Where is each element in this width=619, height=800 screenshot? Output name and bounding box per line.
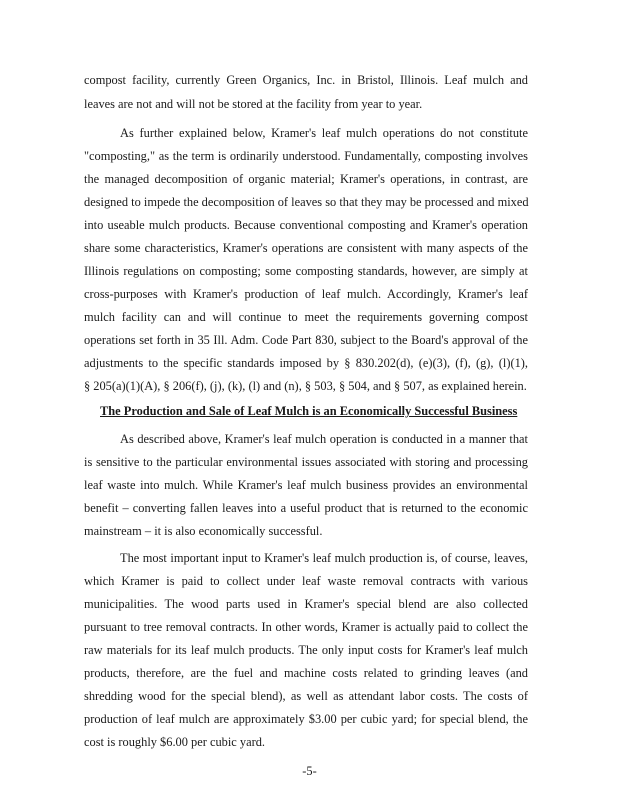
paragraph-2-line-12: § 205(a)(1)(A), § 206(f), (j), (k), (l) and (n), § 503, § 504, and § 507, as explained herein. [84, 379, 527, 393]
paragraph-4-line-1: The most important input to Kramer's leaf mulch production is, of course, leaves, [120, 551, 528, 565]
paragraph-3-line-5: mainstream – it is also economically successful. [84, 524, 323, 538]
paragraph-4-line-7: shredding wood for the special blend), as well as attendant labor costs. The costs of [84, 689, 528, 703]
paragraph-2-line-2: "composting," as the term is ordinarily understood. Fundamentally, composting involves [84, 149, 528, 163]
paragraph-4-line-5: raw materials for its leaf mulch products. The only input costs for Kramer's leaf mulch [84, 643, 528, 657]
paragraph-2-line-9: mulch facility can and will continue to meet the requirements governing compost [84, 310, 528, 324]
paragraph-2-line-1: As further explained below, Kramer's leaf mulch operations do not constitute [120, 126, 528, 140]
paragraph-3-line-1: As described above, Kramer's leaf mulch operation is conducted in a manner that [120, 432, 528, 446]
paragraph-2-line-4: designed to impede the decomposition of leaves so that they may be processed and mixed [84, 195, 529, 209]
paragraph-2-line-11: adjustments to the specific standards imposed by § 830.202(d), (e)(3), (f), (g), (l)(1), [84, 356, 528, 370]
paragraph-4-line-8: production of leaf mulch are approximately $3.00 per cubic yard; for special blend, the [84, 712, 528, 726]
paragraph-2-line-7: Illinois regulations on composting; some composting standards, however, are simply at [84, 264, 528, 278]
paragraph-3-line-4: benefit – converting fallen leaves into a useful product that is returned to the economic [84, 501, 528, 515]
paragraph-4-line-2: which Kramer is paid to collect under leaf waste removal contracts with various [84, 574, 528, 588]
paragraph-4-line-9: cost is roughly $6.00 per cubic yard. [84, 735, 266, 749]
section-heading: The Production and Sale of Leaf Mulch is an Economically Successful Business [100, 404, 518, 418]
paragraph-4-line-4: pursuant to tree removal contracts. In other words, Kramer is actually paid to collect the [84, 620, 528, 634]
paragraph-1-line-1: compost facility, currently Green Organics, Inc. in Bristol, Illinois. Leaf mulch and [84, 73, 528, 87]
paragraph-2-line-6: share some characteristics, Kramer's operations are consistent with many aspects of the [84, 241, 528, 255]
paragraph-2-line-5: into useable mulch products. Because conventional composting and Kramer's operation [84, 218, 528, 232]
paragraph-2-line-10: operations set forth in 35 Ill. Adm. Code Part 830, subject to the Board's approval of the [84, 333, 528, 347]
paragraph-3-line-3: leaf waste into mulch. While Kramer's leaf mulch business provides an environmental [84, 478, 528, 492]
paragraph-4-line-3: municipalities. The wood parts used in Kramer's special blend are also collected [84, 597, 528, 611]
paragraph-2-line-8: cross-purposes with Kramer's production of leaf mulch. Accordingly, Kramer's leaf [84, 287, 528, 301]
paragraph-1-line-2: leaves are not and will not be stored at the facility from year to year. [84, 97, 423, 111]
paragraph-4-line-6: products, therefore, are the fuel and machine costs related to grinding leaves (and [84, 666, 528, 680]
page-number: -5- [302, 764, 317, 778]
paragraph-2-line-3: the managed decomposition of organic material; Kramer's operations, in contrast, are [84, 172, 528, 186]
paragraph-3-line-2: is sensitive to the particular environmental issues associated with storing and processing [84, 455, 528, 469]
